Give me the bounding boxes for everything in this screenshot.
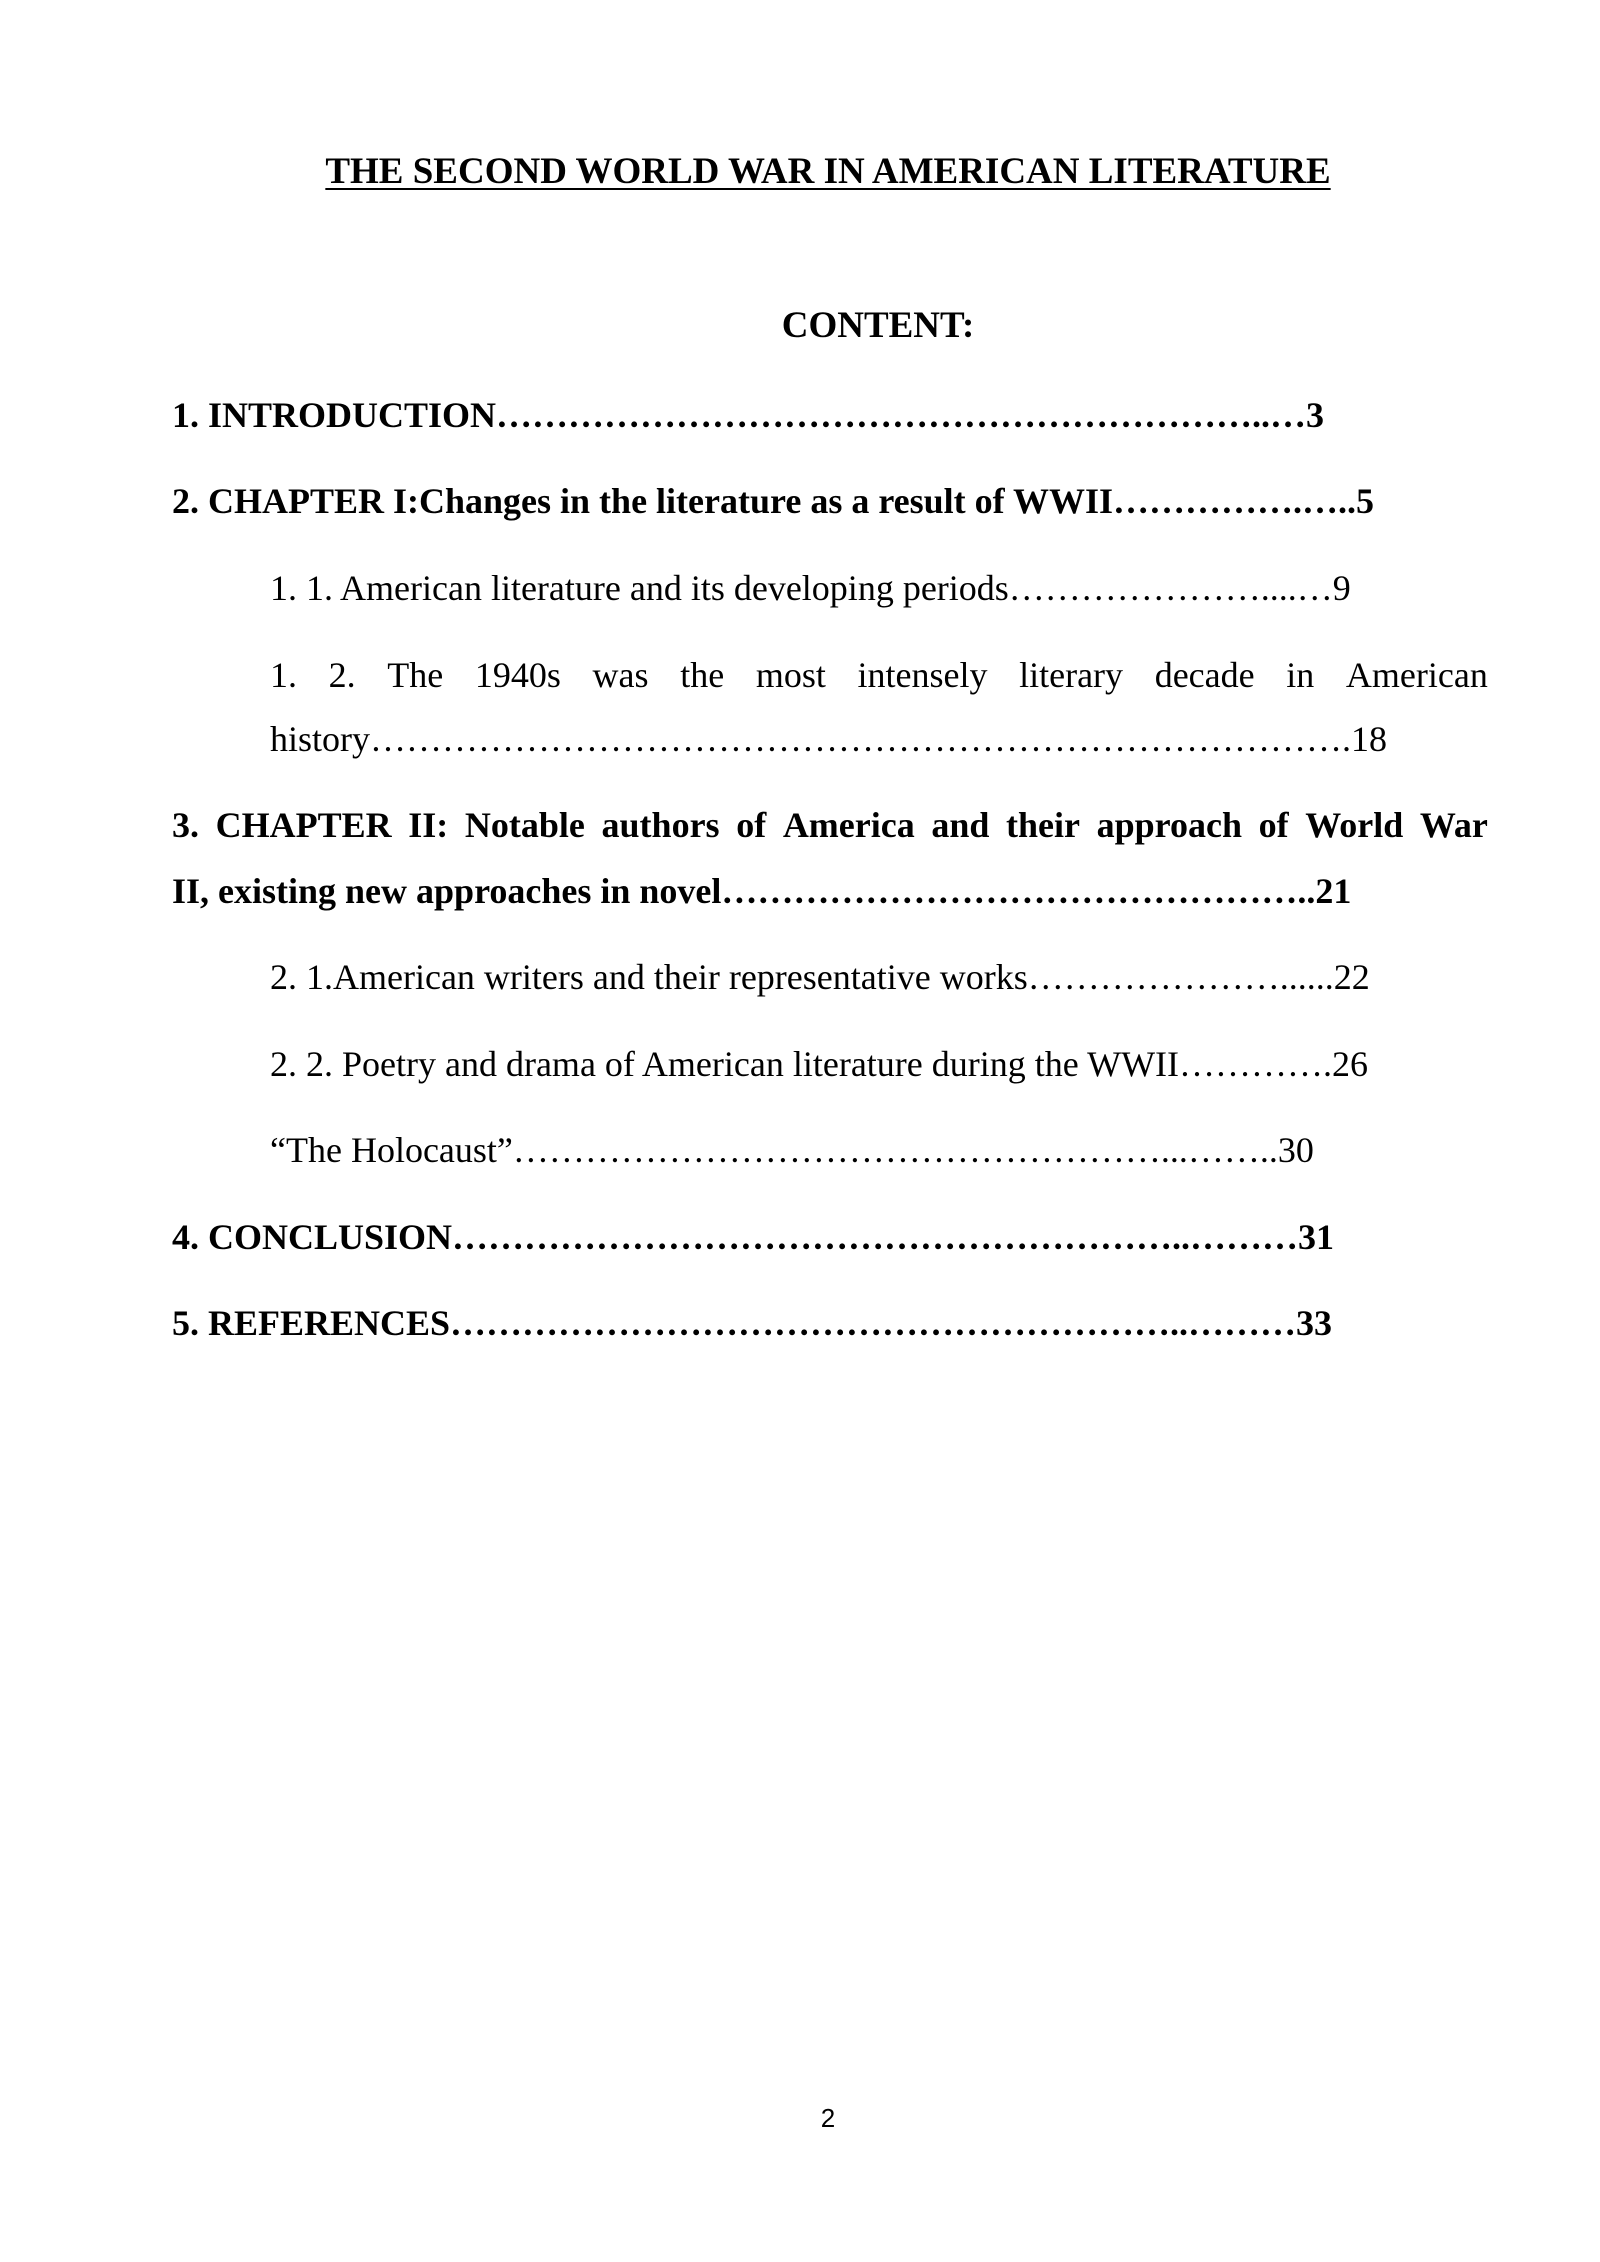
toc-entry-chapter-2-line-2: II, existing new approaches in novel…………………………………………..21 xyxy=(172,871,1352,911)
chapter-2-word: 3. xyxy=(172,805,199,845)
toc-entry-section-2-1: 2. 1.American writers and their representative works…………………......22 xyxy=(270,957,1370,997)
toc-entry-holocaust: “The Holocaust”………………………………………………...……..30 xyxy=(270,1130,1314,1170)
toc-entry-section-2-2: 2. 2. Poetry and drama of American literature during the WWII………….26 xyxy=(270,1044,1369,1084)
toc-entry-references: 5. REFERENCES……………………………………………………..………33 xyxy=(172,1303,1333,1343)
section-1-2-word: 1940s xyxy=(474,655,561,695)
section-1-2-word: most xyxy=(755,655,826,695)
chapter-2-word: World xyxy=(1305,805,1404,845)
section-1-2-word: The xyxy=(387,655,444,695)
toc-entry-section-1-1: 1. 1. American literature and its developing periods…………………....…9 xyxy=(270,568,1351,608)
chapter-2-word: Notable xyxy=(464,805,585,845)
chapter-2-word: II: xyxy=(408,805,449,845)
section-1-2-word: literary xyxy=(1019,655,1124,695)
chapter-2-word: their xyxy=(1006,805,1081,845)
section-1-2-word: decade xyxy=(1154,655,1255,695)
chapter-2-word: of xyxy=(736,805,767,845)
chapter-2-word: America xyxy=(782,805,915,845)
toc-entry-introduction: 1. INTRODUCTION………………………………………………………..…3 xyxy=(172,395,1325,435)
chapter-2-word: of xyxy=(1258,805,1289,845)
toc-entry-chapter-1: 2. CHAPTER I:Changes in the literature as a result of WWII…………….…..5 xyxy=(172,481,1375,521)
chapter-2-word: CHAPTER xyxy=(215,805,392,845)
document-title: THE SECOND WORLD WAR IN AMERICAN LITERATURE xyxy=(325,151,1331,192)
section-1-2-word: intensely xyxy=(857,655,988,695)
chapter-2-word: authors xyxy=(601,805,720,845)
section-1-2-word: was xyxy=(592,655,649,695)
chapter-2-word: War xyxy=(1419,805,1488,845)
section-1-2-word: 2. xyxy=(328,655,356,695)
section-1-2-word: 1. xyxy=(270,655,297,695)
chapter-2-word: approach xyxy=(1096,805,1243,845)
toc-entry-chapter-2-line-1 xyxy=(172,806,1488,846)
contents-heading: CONTENT: xyxy=(781,305,975,346)
section-1-2-word: in xyxy=(1286,655,1315,695)
toc-entry-section-1-2-line-1 xyxy=(270,656,1488,696)
section-1-2-word: the xyxy=(680,655,725,695)
chapter-2-word: and xyxy=(931,805,990,845)
toc-entry-conclusion: 4. CONCLUSION……………………………………………………..………31 xyxy=(172,1217,1335,1257)
page-number: 2 xyxy=(820,2103,836,2133)
section-1-2-word: American xyxy=(1345,655,1488,695)
toc-entry-section-1-2-line-2: history……………………………………………………………………….18 xyxy=(270,719,1388,759)
